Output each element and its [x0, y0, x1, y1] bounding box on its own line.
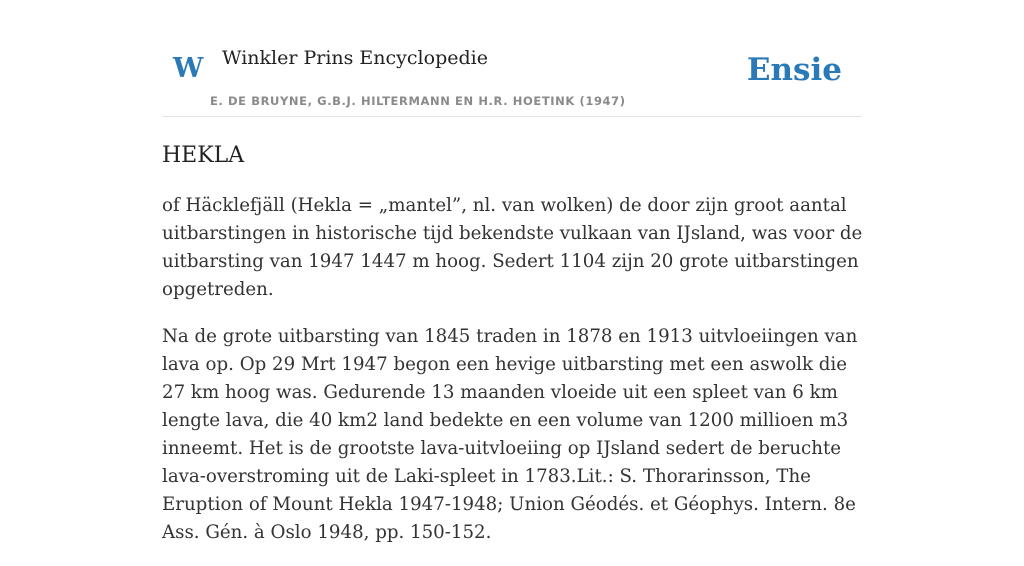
- article-body: [162, 192, 872, 566]
- winkler-prins-logo[interactable]: W: [173, 53, 204, 84]
- ensie-logo[interactable]: Ensie: [746, 52, 842, 88]
- site-header: [162, 0, 862, 117]
- publication-title[interactable]: Winkler Prins Encyclopedie: [222, 47, 488, 69]
- article-title: HEKLA: [162, 143, 245, 168]
- publication-authors: E. DE BRUYNE, G.B.J. HILTERMANN EN H.R. HOETINK (1947): [210, 94, 626, 108]
- article-paragraph: of Häcklefjäll (Hekla = „mantel”, nl. van wolken) de door zijn groot aantal uitbarstingen in historische tijd bekendste vulkaan van IJsland, was voor de uitbarsting van 1947 1447 m hoog. Sedert 1104 zijn 20 grote uitbarstingen opgetreden.: [162, 195, 863, 300]
- article-paragraph: Na de grote uitbarsting van 1845 traden in 1878 en 1913 uitvloeiingen van lava op. Op 29 Mrt 1947 begon een hevige uitbarsting met een aswolk die 27 km hoog was. Gedurende 13 maanden vloeide uit een spleet van 6 km lengte lava, die 40 km2 land bedekte en een volume van 1200 millioen m3 inneemt. Het is de grootste lava-uitvloeiing op IJsland sedert de beruchte lava-overstroming uit de Laki-spleet in 1783.Lit.: S. Thorarinsson, The Eruption of Mount Hekla 1947-1948; Union Géodés. et Géophys. Intern. 8e Ass. Gén. à Oslo 1948, pp. 150-152.: [162, 326, 858, 543]
